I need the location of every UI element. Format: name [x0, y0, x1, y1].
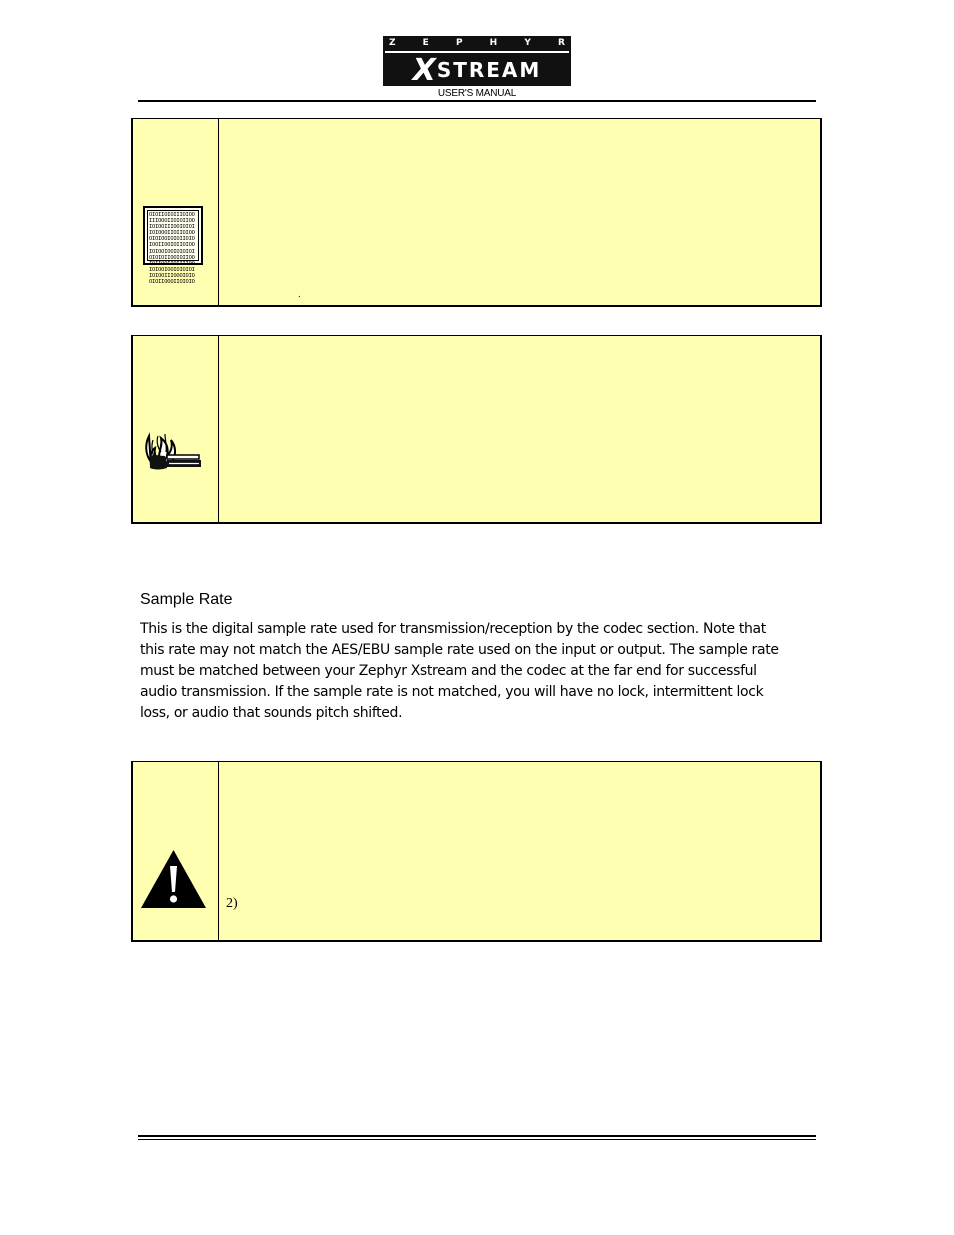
- logo-letter: Z: [389, 38, 396, 48]
- binary-data-icon: [143, 206, 203, 286]
- logo-letter: E: [422, 38, 429, 48]
- logo-letter: H: [489, 38, 498, 48]
- section-heading: Sample Rate: [140, 591, 233, 608]
- manual-subtitle: USER'S MANUAL: [437, 88, 517, 99]
- paragraph-line: audio transmission. If the sample rate is not matched, you will have no lock, intermittent lock: [140, 684, 764, 700]
- note-step-text: 2): [226, 896, 238, 911]
- logo-letter: Y: [524, 38, 531, 48]
- note-box-warning: [131, 761, 822, 942]
- warning-triangle-icon: [140, 848, 207, 910]
- paragraph-line: this rate may not match the AES/EBU sample rate used on the input or output. The sample rate: [140, 642, 779, 658]
- note-box-flame: [131, 335, 822, 524]
- note-icon-cell: [133, 336, 219, 522]
- footer-rule-thin: [138, 1139, 816, 1140]
- section-paragraph: [140, 619, 816, 724]
- logo-word: STREAM: [436, 58, 542, 82]
- logo-brand-letters: [383, 36, 571, 50]
- zephyr-xstream-logo: [383, 36, 571, 86]
- logo-product-name: [383, 54, 571, 86]
- footer-rule: [138, 1135, 816, 1137]
- note-icon-cell: [133, 119, 219, 305]
- logo-letter: R: [558, 38, 565, 48]
- note-icon-cell: [133, 762, 219, 940]
- note-box-binary: [131, 118, 822, 307]
- paragraph-line: This is the digital sample rate used for transmission/reception by the codec section. Note that: [140, 621, 766, 637]
- paragraph-line: loss, or audio that sounds pitch shifted.: [140, 705, 403, 721]
- note-text: .: [298, 289, 301, 300]
- binary-pattern: OIOIIOIOIIIOIOO IIIOOOIIOIOIIOO IOIOOIIIOOIOIOI IOIOOOIIOIIOIOO OIOIOOIOIOIIOIO IOOIIOOIOIIOIOO IOIOOIOOIOIOIOI OIOIOIIOOIOIIOO IOIIOOIIOIIIIOO IOIOOIOOIOIOIOI IOIOOIIIOOOIOIO OIOIIOOOIIOIOIO: [147, 210, 199, 261]
- logo-x: X: [412, 52, 436, 88]
- flame-hand-icon: [143, 426, 203, 476]
- logo-letter: P: [455, 38, 463, 48]
- paragraph-line: must be matched between your Zephyr Xstream and the codec at the far end for successful: [140, 663, 757, 679]
- header-rule: [138, 100, 816, 102]
